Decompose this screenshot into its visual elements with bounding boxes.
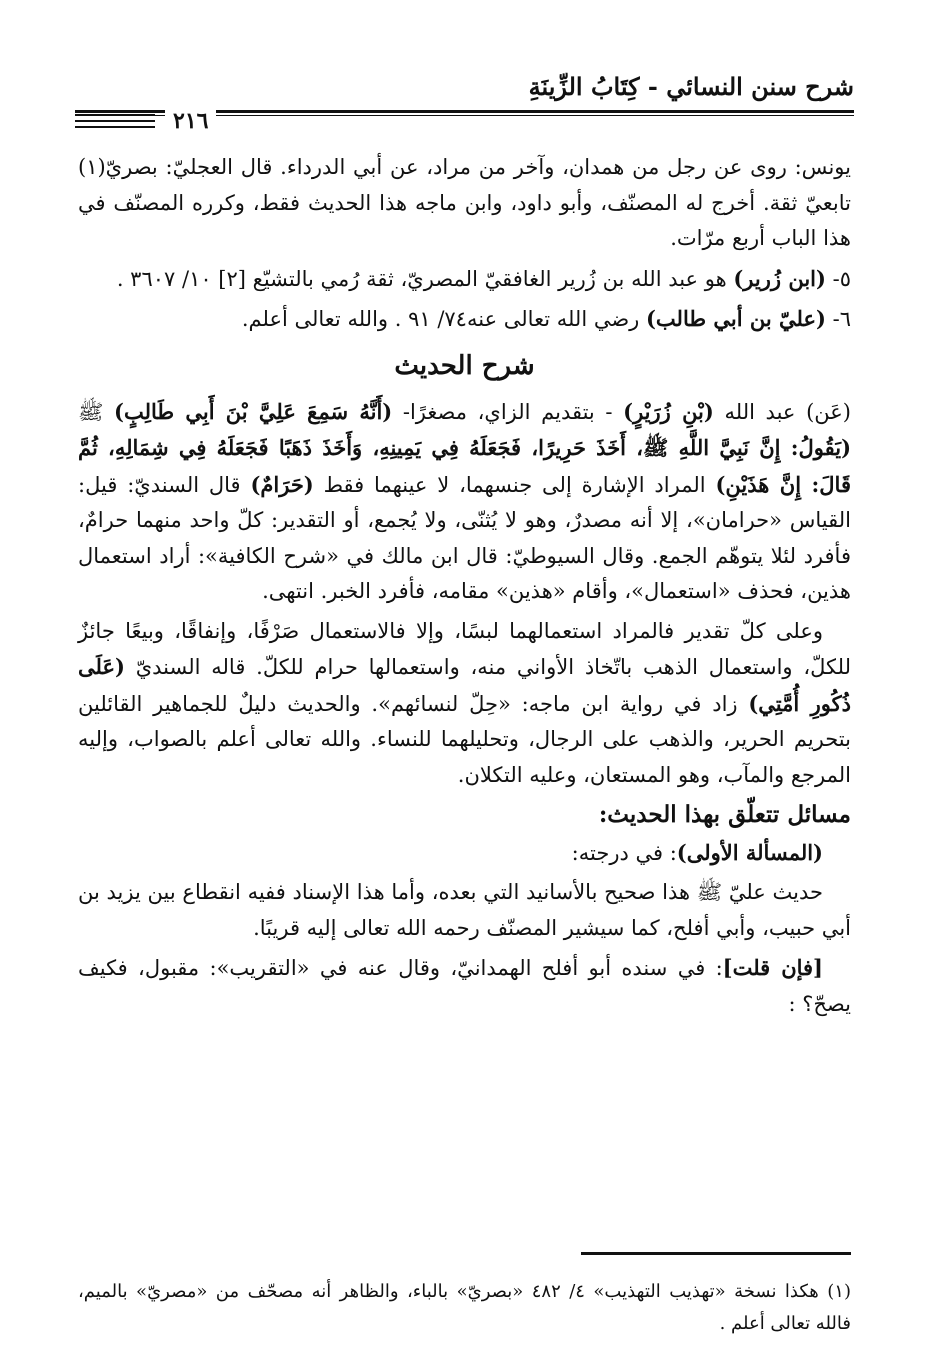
page-number-rule: [75, 120, 155, 122]
section-heading: شرح الحديث: [394, 350, 535, 381]
footnote: (١) هكذا نسخة «تهذيب التهذيب» ٤/ ٤٨٢ «بصريّ» بالباء، والظاهر أنه مصحّف من «مصريّ» بالميم، فالله تعالى أعلم .: [78, 1281, 851, 1334]
bold-run: (بْنِ زُرَيْرٍ): [623, 398, 714, 424]
text-run: : في سنده أبو أفلح الهمدانيّ، وقال عنه في «التقريب»: مقبول، فكيف يصحّ؟ :: [78, 956, 851, 1016]
text-run: (عَن) عبد الله: [713, 399, 851, 424]
text-run: ﷺ: [78, 399, 115, 424]
item-number: ٥-: [825, 266, 851, 291]
item-number: ٦-: [825, 307, 851, 331]
footnote-rule: [581, 1252, 851, 1255]
bold-run: (أَنَّهُ سَمِعَ عَلِيَّ بْنَ أَبِي طَالِبٍ): [114, 398, 393, 424]
paragraph-hadith-commentary: [78, 394, 851, 610]
narrator-name: (ابن زُرير): [733, 265, 826, 291]
narrator-name: (عليّ بن أبي طالب): [646, 306, 826, 331]
narrator-desc: هو عبد الله بن زُرير الغافقيّ المصريّ، ثقة رُمي بالتشيّع [٢] ١٠/ ٣٦٠٧ .: [116, 266, 734, 291]
text-run: : في درجته:: [571, 840, 677, 865]
paragraph-ruling: [78, 614, 851, 794]
running-title: شرح سنن النسائي - كِتَابُ الزِّينَةِ: [528, 72, 854, 101]
text-run: وعلى كلّ تقدير فالمراد استعمالهما لبسًا، وإلا فالاستعمال صَرْفًا، وإنفاقًا، وبيعًا جائزٌ للكلّ، واستعمال الذهب باتّخاذ الأواني منه، واستعمالها حرام للكلّ. قاله السنديّ: [78, 618, 851, 679]
page-number: ٢١٦: [165, 108, 216, 134]
text-run: قال السنديّ: قيل: القياس «حرامان»، إلا أنه مصدرٌ، وهو لا يُثنّى، ولا يُجمع، أو التقدير: كلّ واحد منهما حرامٌ، فأفرد لئلا يتوهّم الجمع. وقال السيوطيّ: قال ابن مالك في «شرح الكافية»: أراد استعمال هذين، فحذف «استعمال»، وأقام «هذين» مقامه، فأفرد الخبر. انتهى.: [78, 472, 851, 603]
bold-run: (حَرَامٌ): [250, 471, 314, 497]
text-run: زاد في رواية ابن ماجه: «حِلّ لنسائهم». والحديث دليلٌ للجماهير القائلين بتحريم الحرير، والذهب على الرجال، وتحليلهما للنساء. والله تعالى أعلم بالصواب، وإليه المرجع والمآب، وهو المستعان، وعليه التكلان.: [78, 691, 851, 787]
paragraph-narrator-yunus: يونس: روى عن رجل من همدان، وآخر من مراد، عن أبي الدرداء. قال العجليّ: بصريّ(١) تابعيّ ثقة. أخرج له المصنّف، وأبو داود، وابن ماجه هذا الحديث فقط، وكرره المصنّف في هذا الباب أربع مرّات.: [78, 155, 851, 250]
page-number-rule: [75, 114, 155, 116]
bold-run: (المسألة الأولى): [676, 839, 823, 865]
text-run: - بتقديم الزاي، مصغرًا-: [392, 399, 624, 424]
sub-heading: مسائل تتعلّق بهذا الحديث:: [598, 801, 851, 828]
paragraph-narrator-6: [78, 301, 851, 338]
paragraph-grading: حديث عليّ ﷺ هذا صحيح بالأسانيد التي بعده، وأما هذا الإسناد ففيه انقطاع بين يزيد بن أبي حبيب، وأبي أفلح، كما سيشير المصنّف رحمه الله تعالى إليه قريبًا.: [78, 880, 851, 940]
bold-run: [فإن قلت]: [722, 955, 823, 980]
paragraph-objection: [78, 950, 851, 1022]
bold-run: (عَلَى ذُكُورِ أُمَّتِي): [78, 654, 851, 716]
text-run: المراد الإشارة إلى جنسهما، لا عينهما فقط: [313, 472, 716, 497]
paragraph-narrator-5: [78, 261, 851, 298]
bold-run: (يَقُولُ: إِنَّ نَبِيَّ اللَّهِ ﷺ، أَخَذَ حَرِيرًا، فَجَعَلَهُ فِي يَمِينِهِ، وَأَخَذَ ذَهَبًا فَجَعَلَهُ فِي شِمَالِهِ، ثُمَّ قَالَ: إِنَّ هَذَيْنِ): [78, 435, 851, 497]
page-number-rule: [75, 126, 155, 128]
page-header: [75, 72, 854, 112]
main-text: [78, 150, 851, 1026]
narrator-desc: رضي الله تعالى عنه٧٤/ ٩١ . والله تعالى أعلم.: [241, 307, 646, 331]
page-number-row: [75, 108, 854, 132]
paragraph-issue-1: [78, 835, 851, 872]
